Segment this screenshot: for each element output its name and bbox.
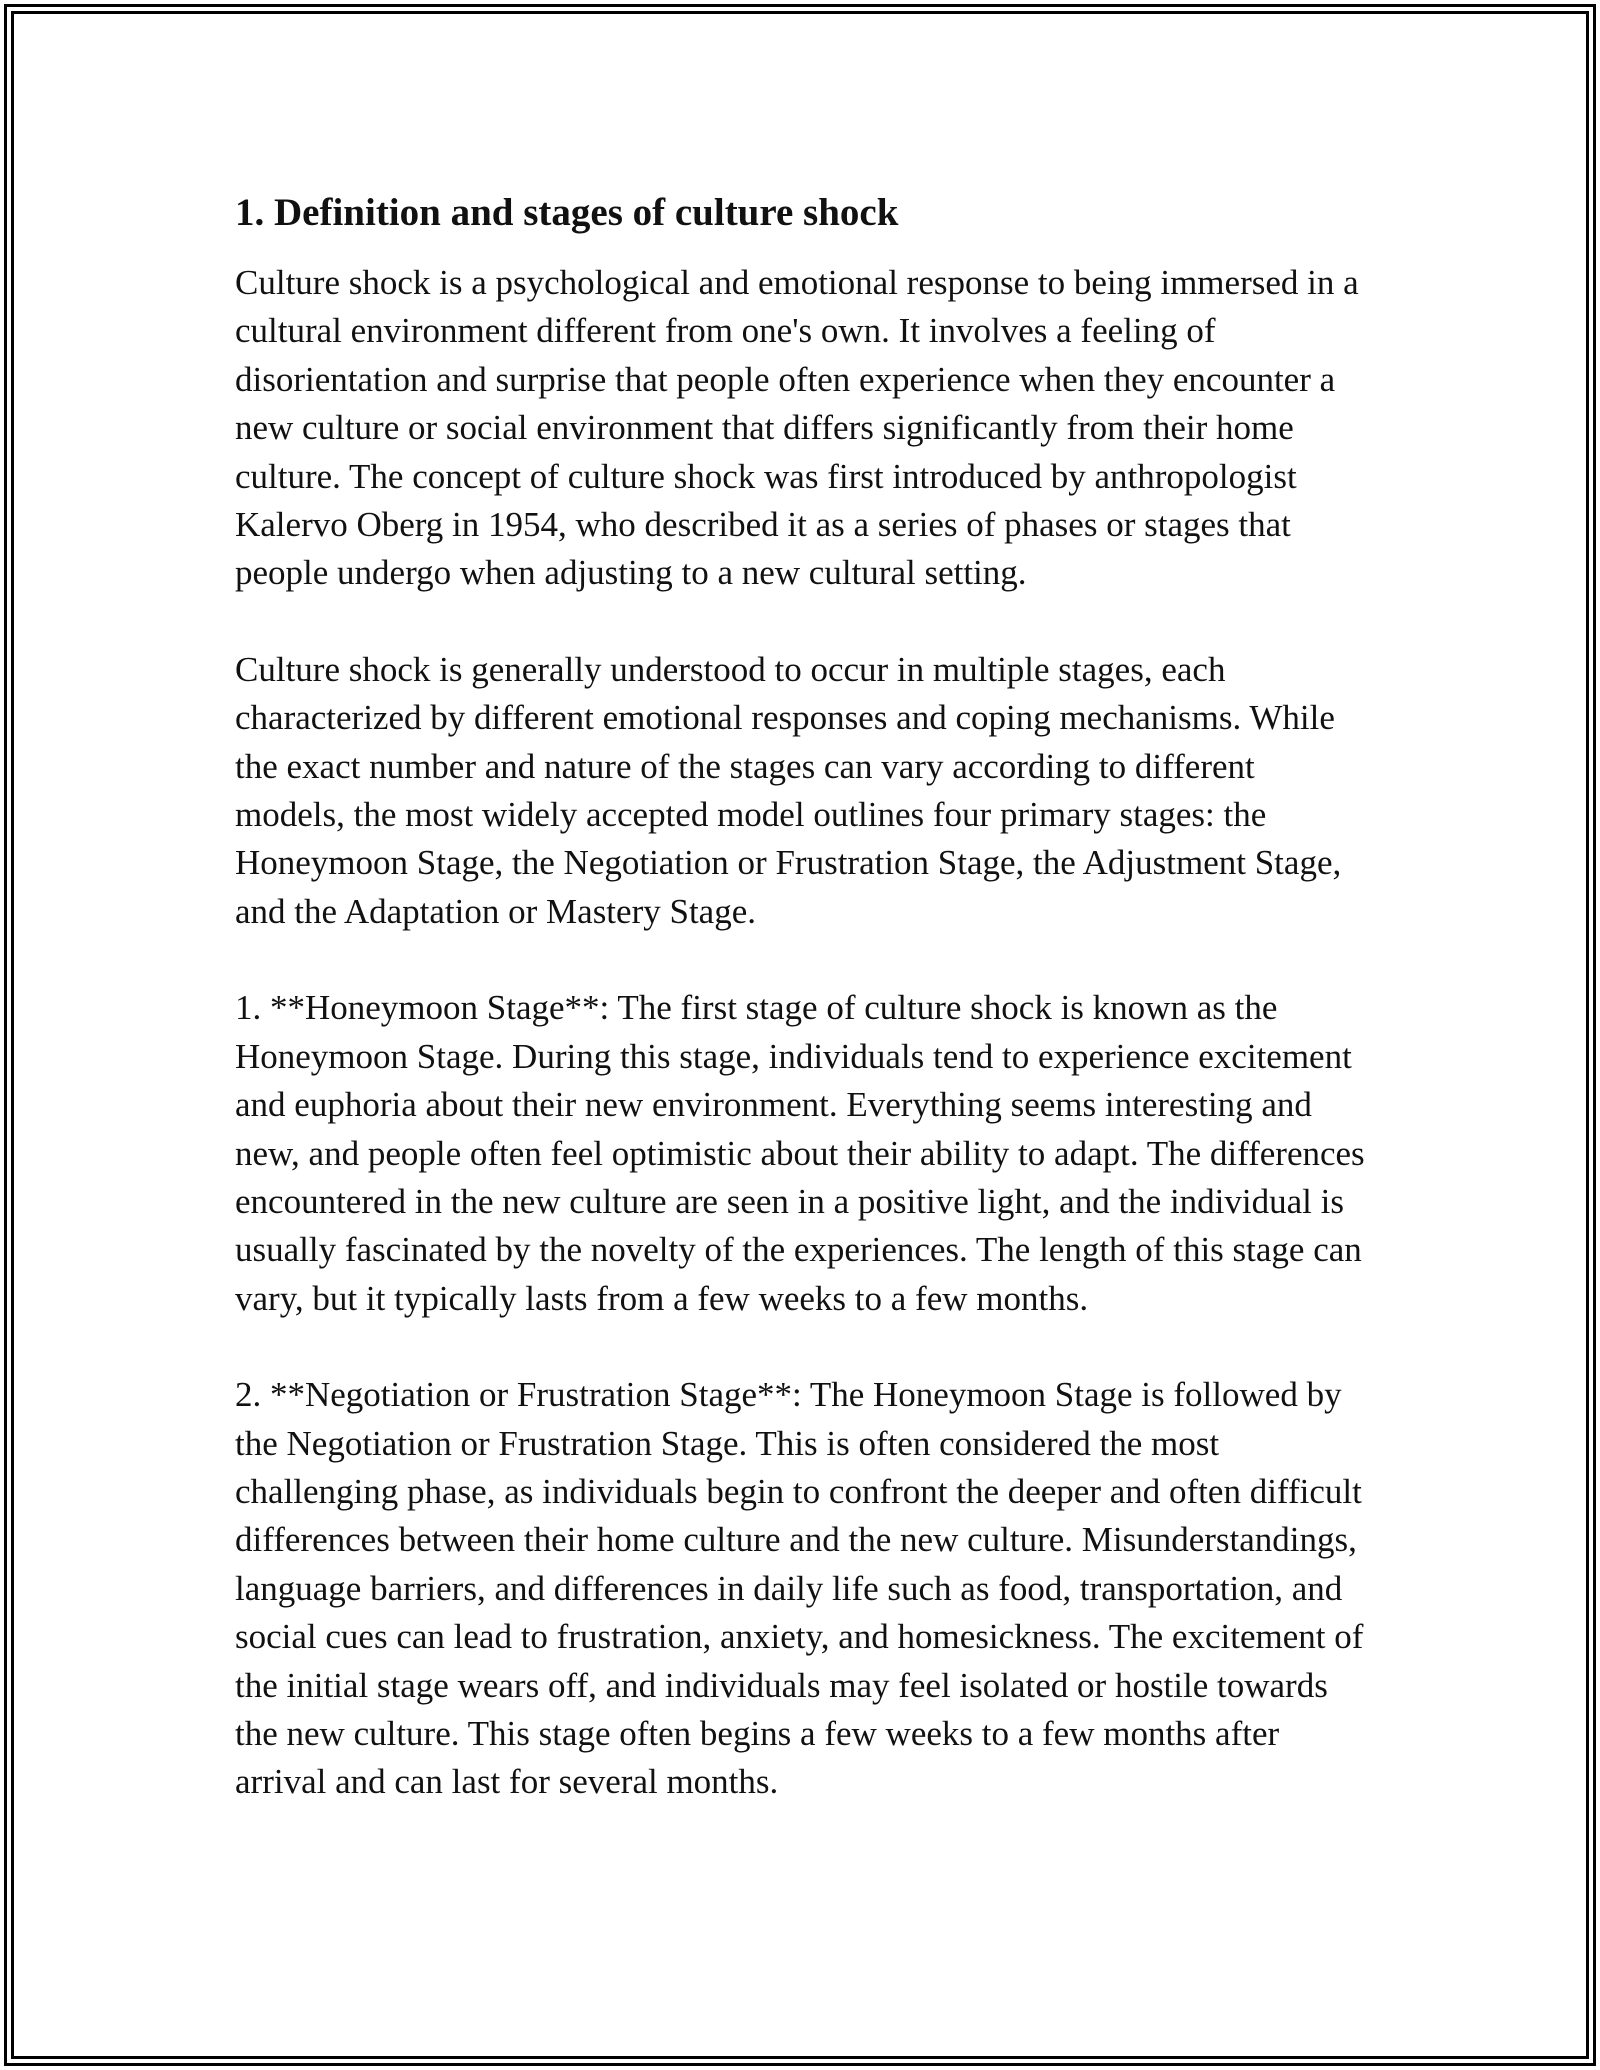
paragraph-definition: Culture shock is a psychological and emotional response to being immersed in a cultural environment different from one's own. It involves a feeling of disorientation and surprise that people often experience when they encounter a new culture or social environment that differs significantly from their home culture. The concept of culture shock was first introduced by anthropologist Kalervo Oberg in 1954, who described it as a series of phases or stages that people undergo when adjusting to a new cultural setting. bbox=[235, 263, 1359, 593]
paragraph-stages-overview: Culture shock is generally understood to occur in multiple stages, each characterized by different emotional responses and coping mechanisms. While the exact number and nature of the stages can vary according to different models, the most widely accepted model outlines four primary stages: the Honeymoon Stage, the Negotiation or Frustration Stage, the Adjustment Stage, and the Adaptation or Mastery Stage. bbox=[235, 649, 1342, 931]
paragraph-negotiation-stage: 2. **Negotiation or Frustration Stage**: The Honeymoon Stage is followed by the Negotiation or Frustration Stage. This is often considered the most challenging phase, as individuals begin to confront the deeper and often difficult differences between their home culture and the new culture. Misunderstandings, language barriers, and differences in daily life such as food, transportation, and social cues can lead to frustration, anxiety, and homesickness. The excitement of the initial stage wears off, and individuals may feel isolated or hostile towards the new culture. This stage often begins a few weeks to a few months after arrival and can last for several months. bbox=[235, 1375, 1364, 1802]
document-body bbox=[235, 185, 1370, 1807]
section-heading: 1. Definition and stages of culture shock bbox=[235, 191, 899, 234]
paragraph-honeymoon-stage: 1. **Honeymoon Stage**: The first stage of culture shock is known as the Honeymoon Stage. During this stage, individuals tend to experience excitement and euphoria about their new environment. Everything seems interesting and new, and people often feel optimistic about their ability to adapt. The differences encountered in the new culture are seen in a positive light, and the individual is usually fascinated by the novelty of the experiences. The length of this stage can vary, but it typically lasts from a few weeks to a few months. bbox=[235, 988, 1365, 1318]
